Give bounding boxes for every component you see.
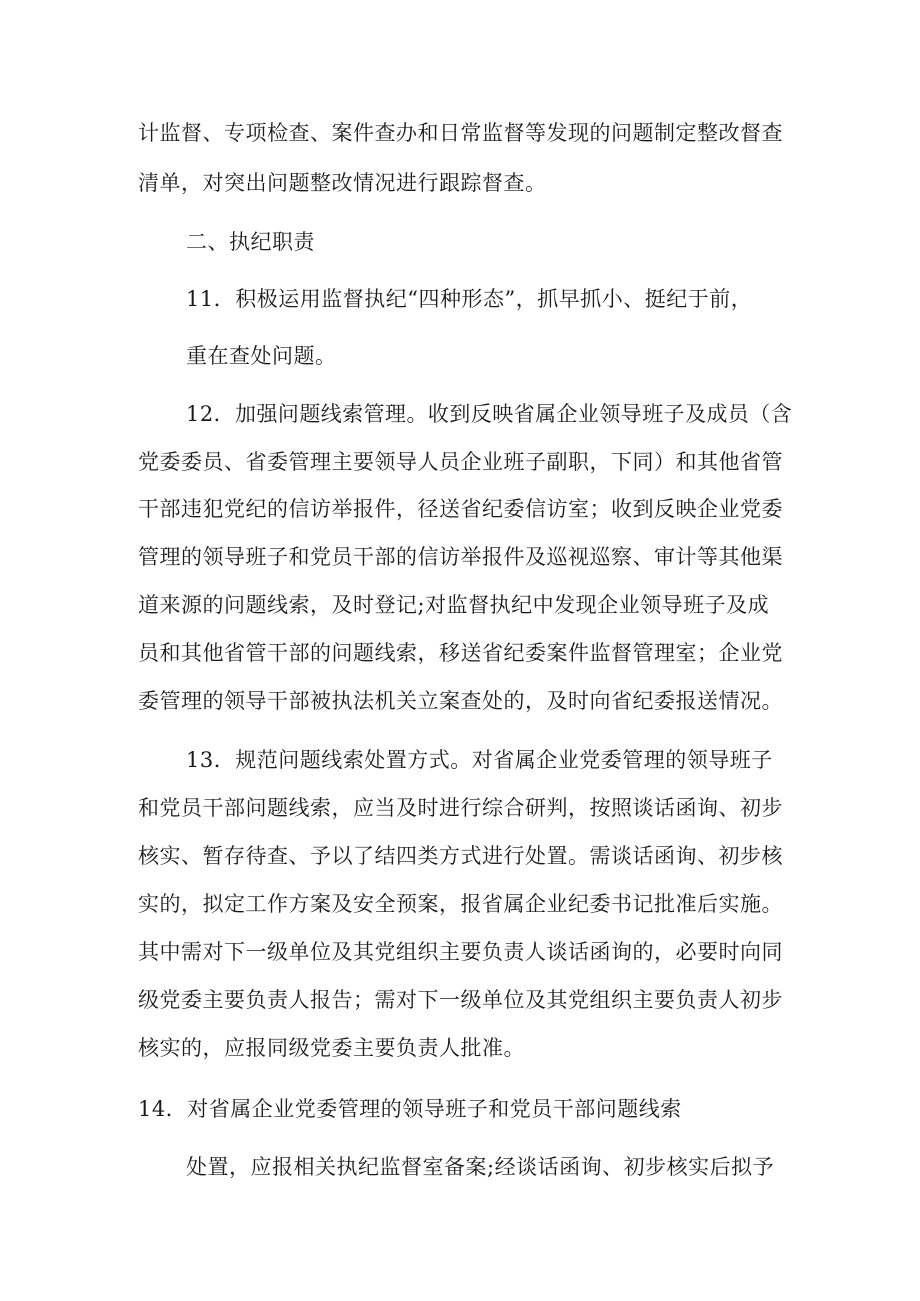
text-line: 员和其他省管干部的问题线索，移送省纪委案件监督管理室；企业党 <box>138 641 783 665</box>
text-line: 11．积极运用监督执纪“四种形态”，抓早抓小、挺纪于前， <box>186 287 753 311</box>
text-line: 委管理的领导干部被执法机关立案查处的，及时向省纪委报送情况。 <box>138 689 783 713</box>
text-line: 和党员干部问题线索，应当及时进行综合研判，按照谈话函询、初步 <box>138 796 783 820</box>
text-line: 党委委员、省委管理主要领导人员企业班子副职，下同）和其他省管 <box>138 450 783 474</box>
text-line: 清单，对突出问题整改情况进行跟踪督查。 <box>138 171 547 195</box>
text-line: 道来源的问题线索，及时登记;对监督执纪中发现企业领导班子及成 <box>138 593 770 617</box>
section-heading: 二、执纪职责 <box>186 230 315 254</box>
text-line: 核实、暂存待查、予以了结四类方式进行处置。需谈话函询、初步核 <box>138 844 783 868</box>
text-line: 12．加强问题线索管理。收到反映省属企业领导班子及成员（含 <box>186 402 793 426</box>
text-line: 处置，应报相关执纪监督室备案;经谈话函询、初步核实后拟予 <box>186 1155 775 1179</box>
text-line: 核实的，应报同级党委主要负责人批准。 <box>138 1036 525 1060</box>
text-line: 级党委主要负责人报告；需对下一级单位及其党组织主要负责人初步 <box>138 988 783 1012</box>
text-line: 管理的领导班子和党员干部的信访举报件及巡视巡察、审计等其他渠 <box>138 545 783 569</box>
text-line: 重在查处问题。 <box>186 344 337 368</box>
text-line: 14．对省属企业党委管理的领导班子和党员干部问题线索 <box>138 1097 682 1121</box>
text-line: 实的，拟定工作方案及安全预案，报省属企业纪委书记批准后实施。 <box>138 892 783 916</box>
text-line: 其中需对下一级单位及其党组织主要负责人谈话函询的，必要时向同 <box>138 940 783 964</box>
text-line: 干部违犯党纪的信访举报件，径送省纪委信访室；收到反映企业党委 <box>138 497 783 521</box>
text-line: 13．规范问题线索处置方式。对省属企业党委管理的领导班子 <box>186 748 773 772</box>
text-line: 计监督、专项检查、案件查办和日常监督等发现的问题制定整改督查 <box>138 121 783 145</box>
